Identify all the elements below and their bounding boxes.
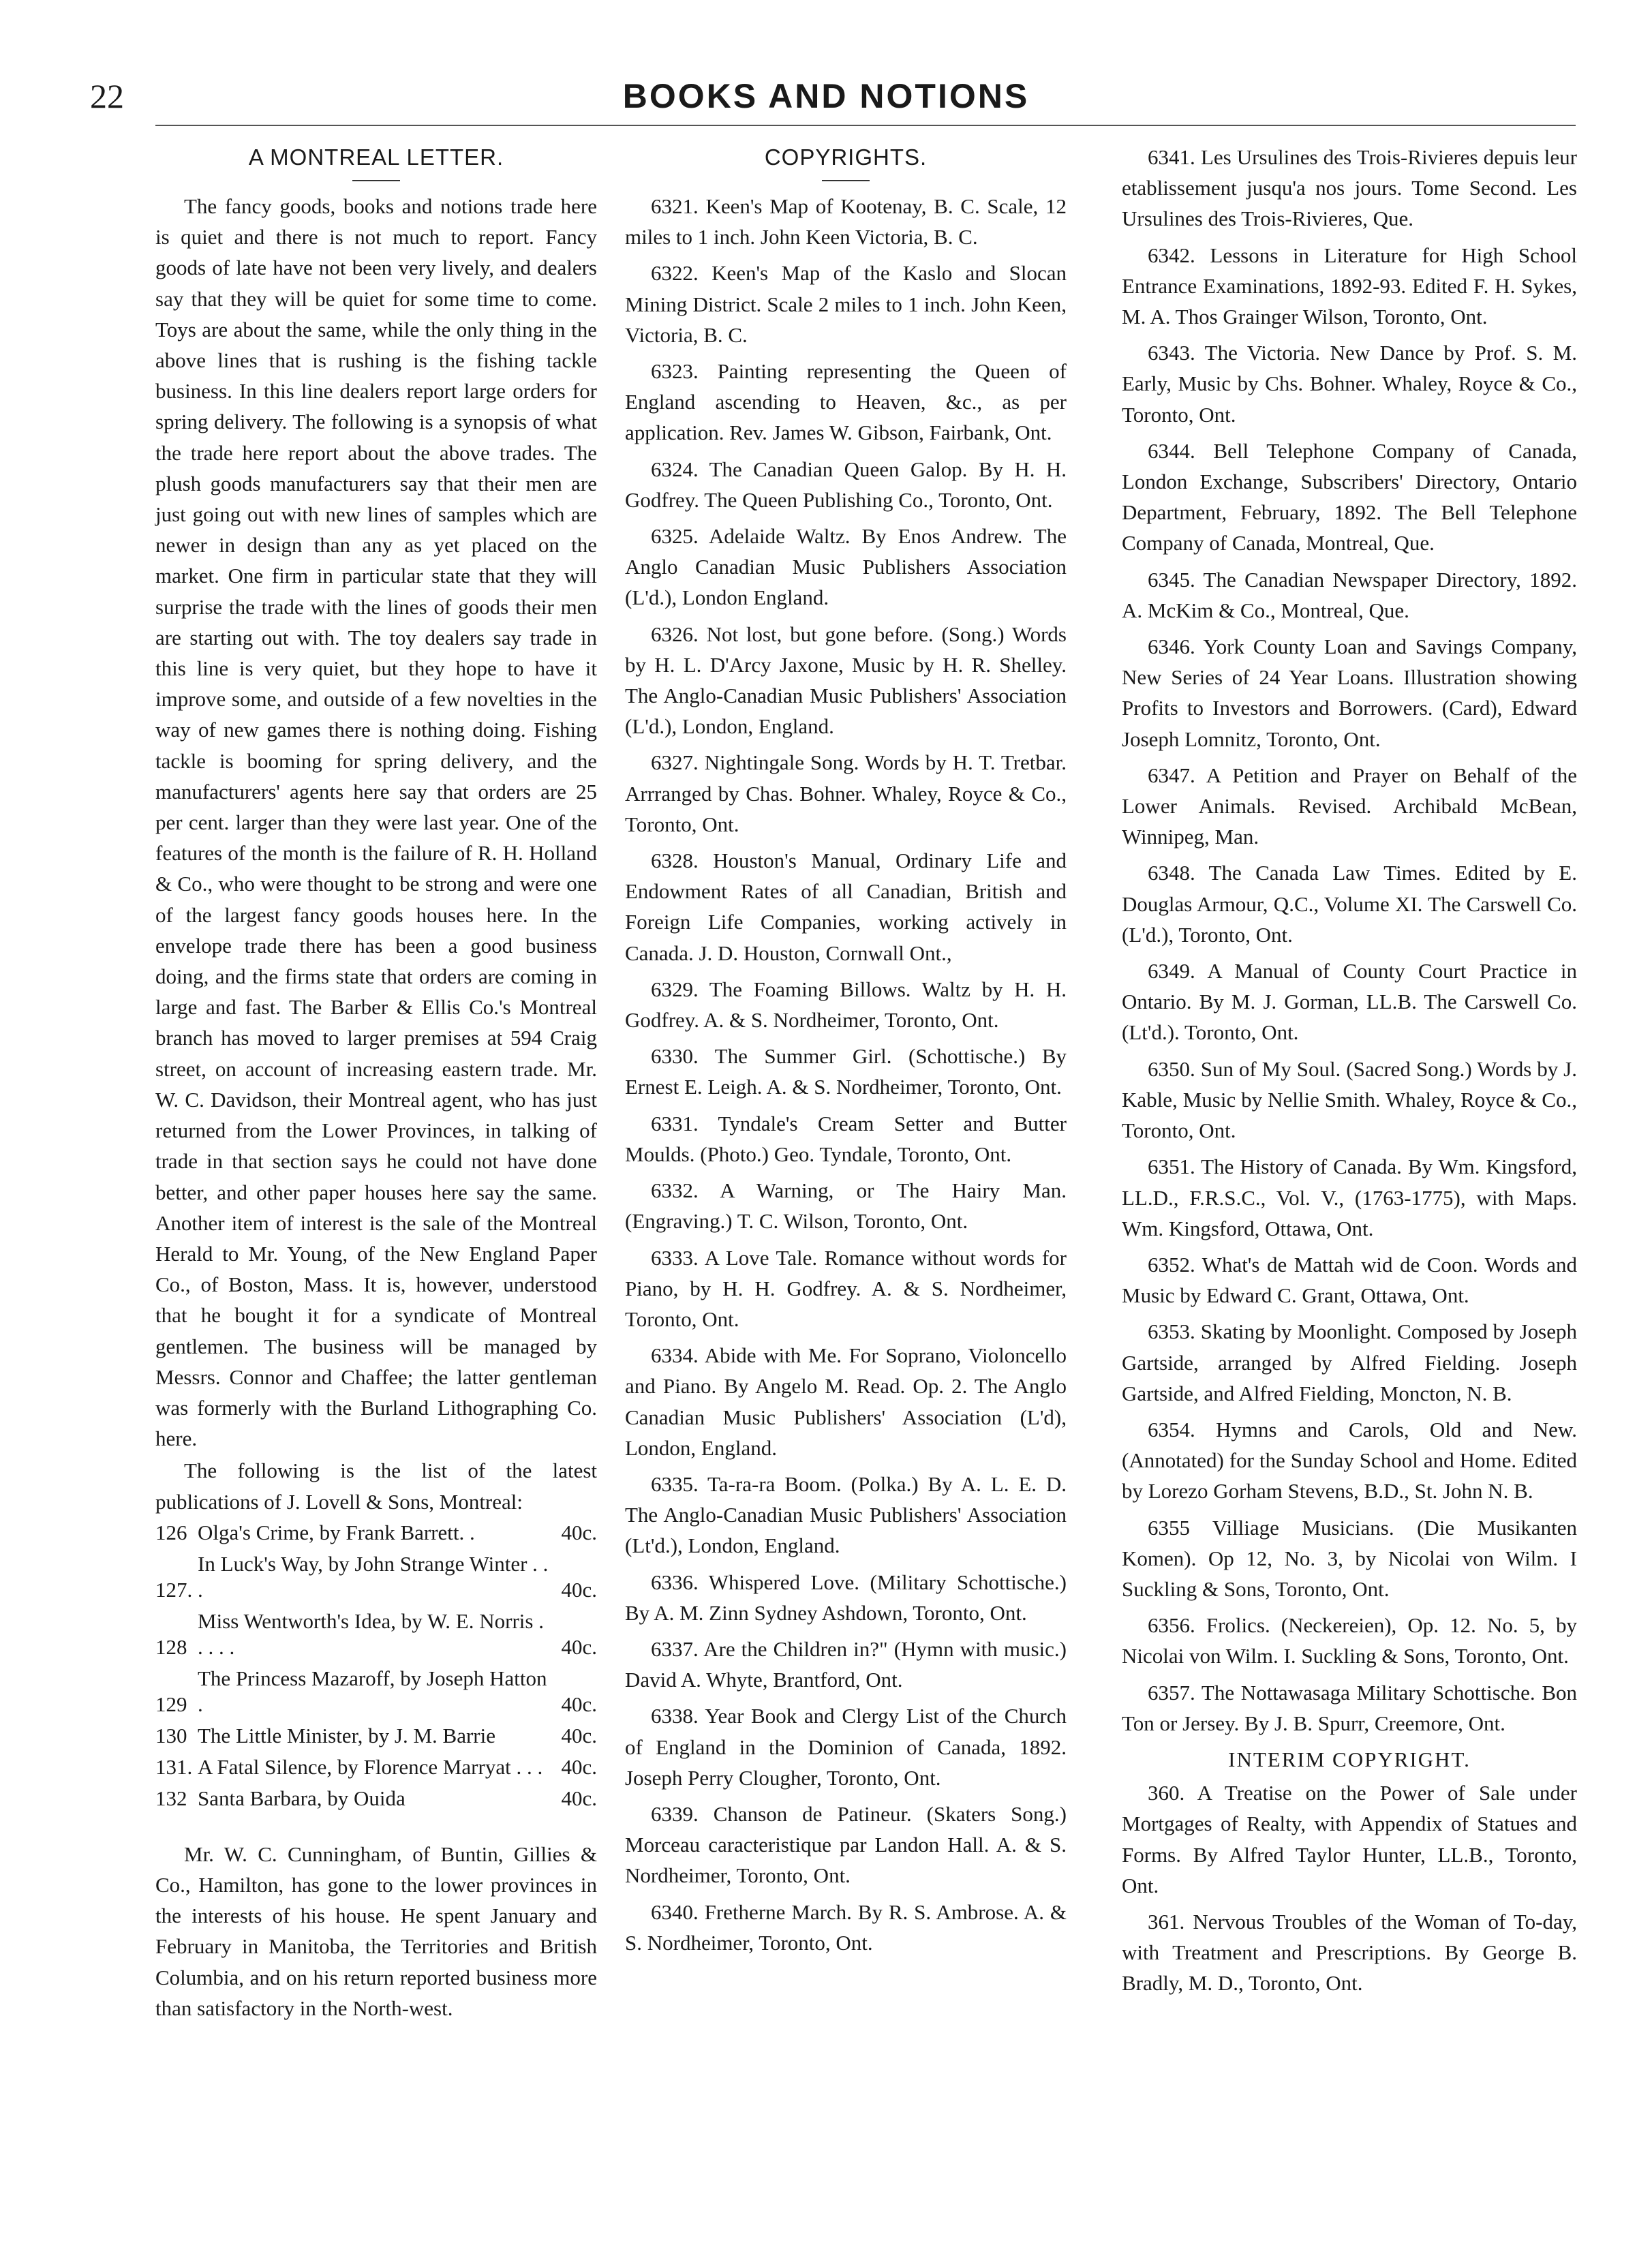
copyright-entry: 6345. The Canadian Newspaper Directory, 1892. A. McKim & Co., Montreal, Que. xyxy=(1122,567,1577,622)
copyright-entry: 6349. A Manual of County Court Practice in Ontario. By M. J. Gorman, LL.B. The Carswell Co. (Lt'd.). Toronto, Ont. xyxy=(1122,959,1577,1045)
copyright-entry: 6334. Abide with Me. For Soprano, Violoncello and Piano. By Angelo M. Read. Op. 2. The Anglo Canadian Music Publishers' Association (L'd), London, England. xyxy=(625,1343,1067,1460)
copyright-entry: 6330. The Summer Girl. (Schottische.) By Ernest E. Leigh. A. & S. Nordheimer, Toronto, Ont. xyxy=(625,1044,1067,1099)
copyright-entry: 6322. Keen's Map of the Kaslo and Slocan Mining District. Scale 2 miles to 1 inch. John Keen, Victoria, B. C. xyxy=(625,261,1067,347)
copyright-entry: 6353. Skating by Moonlight. Composed by Joseph Gartside, arranged by Alfred Fielding. Joseph Gartside, and Alfred Fielding, Moncton, N. B. xyxy=(1122,1319,1577,1405)
copyright-entry: 6350. Sun of My Soul. (Sacred Song.) Words by J. Kable, Music by Nellie Smith. Whaley, Royce & Co., Toronto, Ont. xyxy=(1122,1056,1577,1143)
list-item xyxy=(155,1786,597,1812)
copyright-entry: 6344. Bell Telephone Company of Canada, London Exchange, Subscribers' Directory, Ontario Department, February, 1892. The Bell Telephone Company of Canada, Montreal, Que. xyxy=(1122,438,1577,555)
list-item xyxy=(155,1551,597,1603)
copyright-entry: 6343. The Victoria. New Dance by Prof. S. M. Early, Music by Chs. Bohner. Whaley, Royce & Co., Toronto, Ont. xyxy=(1122,341,1577,427)
copyright-entry: 6347. A Petition and Prayer on Behalf of the Lower Animals. Revised. Archibald McBean, Winnipeg, Man. xyxy=(1122,763,1577,849)
copyright-entry: 6357. The Nottawasaga Military Schottische. Bon Ton or Jersey. By J. B. Spurr, Creemore, Ont. xyxy=(1122,1680,1577,1735)
book-title: In Luck's Way, by John Strange Winter . . . xyxy=(198,1551,549,1602)
copyright-entry: 6329. The Foaming Billows. Waltz by H. H. Godfrey. A. & S. Nordheimer, Toronto, Ont. xyxy=(625,977,1067,1033)
copyright-entry: 6355 Villiage Musicians. (Die Musikanten Komen). Op 12, No. 3, by Nicolai von Wilm. I Suckling & Sons, Toronto, Ont. xyxy=(1122,1515,1577,1601)
book-number: 128 xyxy=(155,1634,187,1659)
copyright-entry: 6332. A Warning, or The Hairy Man. (Engraving.) T. C. Wilson, Toronto, Ont. xyxy=(625,1178,1067,1234)
book-price: 40c. xyxy=(561,1634,597,1659)
book-number: 129 xyxy=(155,1692,187,1716)
title-divider xyxy=(822,180,870,181)
copyright-entry: 6356. Frolics. (Neckereien), Op. 12. No. 5, by Nicolai von Wilm. I. Suckling & Sons, Toronto, Ont. xyxy=(1122,1613,1577,1668)
page-number: 22 xyxy=(90,77,124,115)
book-title: Olga's Crime, by Frank Barrett. . xyxy=(198,1520,475,1544)
copyright-entry: 6331. Tyndale's Cream Setter and Butter Moulds. (Photo.) Geo. Tyndale, Toronto, Ont. xyxy=(625,1111,1067,1166)
letter-paragraph: The fancy goods, books and notions trade here is quiet and there is not much to report. Fancy goods of late have not been very lively, and dealers say that they will be quiet for some time to come. Toys are about the same, while the only thing in the above lines that is rushing is the fishing tackle business. In this line dealers report large orders for spring delivery. The following is a synopsis of what the trade here report about the above trades. The plush goods manufacturers say that their men are just going out with new lines of samples which are newer in design than any as yet placed on the market. One firm in particular state that they will surprise the trade with the lines of goods their men are starting out with. The toy dealers say trade in this line is very quiet, but they hope to have it improve some, and outside of a few novelties in the way of new games there is nothing doing. Fishing tackle is booming for spring delivery, and the manufacturers' agents here say that orders are 25 per cent. larger than they were last year. One of the features of the month is the failure of R. H. Holland & Co., who were thought to be strong and were one of the largest fancy goods houses here. In the envelope trade there has been a good business doing, and the firms state that orders are coming in large and fast. The Barber & Ellis Co.'s Montreal branch has moved to larger premises at 594 Craig street, on account of increasing eastern trade. Mr. W. C. Davidson, their Montreal agent, who has just returned from the Lower Provinces, in talking of trade in that section says he could not have done better, and other paper houses here say the same. Another item of interest is the sale of the Montreal Herald to Mr. Young, of the New England Paper Co., of Boston, Mass. It is, however, understood that he bought it for a syndicate of Montreal gentlemen. The business will be managed by Messrs. Connor and Chaffee; the latter gentleman was formerly with the Burland Lithographing Co. here. xyxy=(155,194,597,1451)
book-price: 40c. xyxy=(561,1723,597,1747)
copyright-entry: 6346. York County Loan and Savings Company, New Series of 24 Year Loans. Illustration showing Profits to Investors and Borrowers. (Card), Edward Joseph Lomnitz, Toronto, Ont. xyxy=(1122,635,1577,751)
copyright-entry: 6337. Are the Children in?" (Hymn with music.) David A. Whyte, Brantford, Ont. xyxy=(625,1636,1067,1692)
book-number: 130 xyxy=(155,1723,187,1747)
book-price: 40c. xyxy=(561,1577,597,1602)
copyright-entry: 6354. Hymns and Carols, Old and New. (Annotated) for the Sunday School and Home. Edited by Lorezo Gorham Stevens, B.D., St. John N. B. xyxy=(1122,1417,1577,1503)
copyright-entry: 6327. Nightingale Song. Words by H. T. Tretbar. Arrranged by Chas. Bohner. Whaley, Royce & Co., Toronto, Ont. xyxy=(625,750,1067,836)
list-item xyxy=(155,1666,597,1717)
list-item xyxy=(155,1723,597,1749)
section-title-montreal-letter: A MONTREAL LETTER. xyxy=(248,144,504,170)
book-price: 40c. xyxy=(561,1786,597,1810)
copyright-entry: 6352. What's de Mattah wid de Coon. Words and Music by Edward C. Grant, Ottawa, Ont. xyxy=(1122,1252,1577,1308)
book-number: 126 xyxy=(155,1520,187,1544)
book-title: Miss Wentworth's Idea, by W. E. Norris . . . . . xyxy=(198,1608,544,1659)
book-title: The Little Minister, by J. M. Barrie xyxy=(198,1723,495,1747)
publication-title: BOOKS AND NOTIONS xyxy=(622,77,1030,115)
book-number: 131. xyxy=(155,1754,193,1779)
book-title: The Princess Mazaroff, by Joseph Hatton . xyxy=(198,1666,547,1716)
book-title: Santa Barbara, by Ouida xyxy=(198,1786,406,1810)
book-number: 132 xyxy=(155,1786,187,1810)
column-copyrights xyxy=(625,136,1067,1964)
copyright-entry: 6326. Not lost, but gone before. (Song.) Words by H. L. D'Arcy Jaxone, Music by H. R. Shelley. The Anglo-Canadian Music Publishers' Association (L'd.), London, England. xyxy=(625,622,1067,739)
copyright-entry: 6339. Chanson de Patineur. (Skaters Song.) Morceau caracteristique par Landon Hall. A. & S. Nordheimer, Toronto, Ont. xyxy=(625,1801,1067,1888)
copyright-entry: 6341. Les Ursulines des Trois-Rivieres depuis leur etablissement jusqu'a nos jours. Tome Second. Les Ursulines des Trois-Rivieres, Que. xyxy=(1122,145,1577,231)
list-item xyxy=(155,1520,597,1546)
book-price: 40c. xyxy=(561,1520,597,1544)
list-item xyxy=(155,1754,597,1780)
book-number: 127. xyxy=(155,1577,193,1602)
copyright-entry: 6323. Painting representing the Queen of England ascending to Heaven, &c., as per application. Rev. James W. Gibson, Fairbank, Ont. xyxy=(625,359,1067,445)
section-title-copyrights: COPYRIGHTS. xyxy=(764,144,928,170)
interim-entry: 360. A Treatise on the Power of Sale under Mortgages of Realty, with Appendix of Statues and Forms. By Alfred Taylor Hunter, LL.B., Toronto, Ont. xyxy=(1122,1781,1577,1897)
book-price: 40c. xyxy=(561,1754,597,1779)
copyright-entry: 6338. Year Book and Clergy List of the Church of England in the Dominion of Canada, 1892. Joseph Perry Clougher, Toronto, Ont. xyxy=(625,1704,1067,1790)
copyright-entry: 6328. Houston's Manual, Ordinary Life and Endowment Rates of all Canadian, British and Foreign Life Companies, working actively in Canada. J. D. Houston, Cornwall Ont., xyxy=(625,849,1067,965)
copyright-entry: 6351. The History of Canada. By Wm. Kingsford, LL.D., F.R.S.C., Vol. V., (1763-1775), with Maps. Wm. Kingsford, Ottawa, Ont. xyxy=(1122,1155,1577,1240)
copyright-entry: 6324. The Canadian Queen Galop. By H. H. Godfrey. The Queen Publishing Co., Toronto, Ont. xyxy=(625,457,1067,512)
book-list xyxy=(155,1520,597,1812)
list-intro: The following is the list of the latest publications of J. Lovell & Sons, Montreal: xyxy=(155,1459,597,1514)
header-rule xyxy=(155,125,1576,126)
book-title: A Fatal Silence, by Florence Marryat . . . xyxy=(198,1754,543,1779)
book-price: 40c. xyxy=(561,1692,597,1716)
copyright-entry: 6321. Keen's Map of Kootenay, B. C. Scale, 12 miles to 1 inch. John Keen Victoria, B. C. xyxy=(625,194,1067,249)
copyright-entry: 6348. The Canada Law Times. Edited by E. Douglas Armour, Q.C., Volume XI. The Carswell Co. (L'd.), Toronto, Ont. xyxy=(1122,861,1577,947)
interim-entry: 361. Nervous Troubles of the Woman of To-day, with Treatment and Prescriptions. By George B. Bradly, M. D., Toronto, Ont. xyxy=(1122,1909,1577,1996)
column-copyrights-continued xyxy=(1122,142,1577,2004)
closing-paragraph: Mr. W. C. Cunningham, of Buntin, Gillies & Co., Hamilton, has gone to the lower provinces in the interests of his house. He spent January and February in Manitoba, the Territories and British Columbia, and on his return reported business more than satisfactory in the North-west. xyxy=(155,1842,597,2020)
interim-copyright-heading: INTERIM COPYRIGHT. xyxy=(1228,1747,1471,1771)
title-divider xyxy=(352,180,400,181)
copyright-entry: 6335. Ta-ra-ra Boom. (Polka.) By A. L. E. D. The Anglo-Canadian Music Publishers' Association (Lt'd.), London, England. xyxy=(625,1471,1067,1558)
copyright-entry: 6333. A Love Tale. Romance without words for Piano, by H. H. Godfrey. A. & S. Nordheimer, Toronto, Ont. xyxy=(625,1245,1067,1331)
copyright-entry: 6336. Whispered Love. (Military Schottische.) By A. M. Zinn Sydney Ashdown, Toronto, Ont. xyxy=(625,1570,1067,1625)
copyright-entry: 6342. Lessons in Literature for High School Entrance Examinations, 1892-93. Edited F. H. Sykes, M. A. Thos Grainger Wilson, Toronto, Ont. xyxy=(1122,243,1577,329)
copyright-entry: 6325. Adelaide Waltz. By Enos Andrew. The Anglo Canadian Music Publishers Association (L'd.), London England. xyxy=(625,524,1067,610)
copyright-entry: 6340. Fretherne March. By R. S. Ambrose. A. & S. Nordheimer, Toronto, Ont. xyxy=(625,1899,1067,1955)
column-montreal-letter xyxy=(155,136,597,2023)
list-item xyxy=(155,1608,597,1660)
